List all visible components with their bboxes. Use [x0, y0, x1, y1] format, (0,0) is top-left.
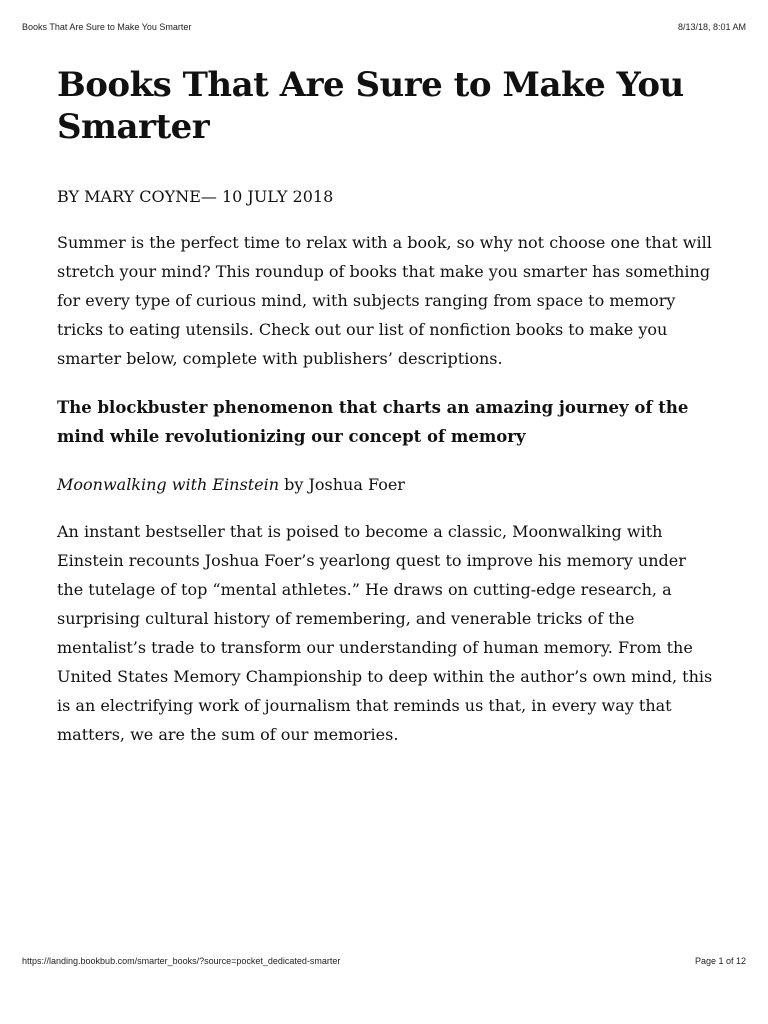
print-footer: [22, 956, 746, 970]
article-intro: Summer is the perfect time to relax with a book, so why not choose one that will stretch your mind? This roundup of books that make you smarter has something for every type of curious mind, with subjects ranging from space to memory tricks to eating utensils. Check out our list of nonfiction books to make you smarter below, complete with publishers’ descriptions.: [57, 233, 712, 368]
article: [57, 64, 717, 749]
print-footer-page-indicator: Page 1 of 12: [694, 956, 746, 966]
book-subhead: The blockbuster phenomenon that charts an amazing journey of the mind while revolutionizing our concept of memory: [57, 398, 689, 446]
book-description: An instant bestseller that is poised to become a classic, Moonwalking with Einstein recounts Joshua Foer’s yearlong quest to improve his memory under the tutelage of top “mental athletes.” He draws on cutting-edge research, a surprising cultural history of remembering, and venerable tricks of the mentalist’s trade to transform our understanding of human memory. From the United States Memory Championship to deep within the author’s own mind, this is an electrifying work of journalism that reminds us that, in every way that matters, we are the sum of our memories.: [57, 522, 713, 744]
book-title: Moonwalking with Einstein: [57, 475, 280, 494]
print-footer-url: https://landing.bookbub.com/smarter_books/?source=pocket_dedicated-smarter: [22, 956, 341, 966]
book-title-line: [57, 473, 717, 497]
article-byline: BY MARY COYNE— 10 JULY 2018: [57, 187, 334, 206]
article-title: Books That Are Sure to Make You Smarter: [57, 65, 684, 147]
book-author: by Joshua Foer: [279, 475, 405, 494]
print-header-page-title: Books That Are Sure to Make You Smarter: [22, 22, 192, 32]
print-header-datetime: 8/13/18, 8:01 AM: [677, 22, 746, 32]
print-header: [22, 22, 746, 36]
